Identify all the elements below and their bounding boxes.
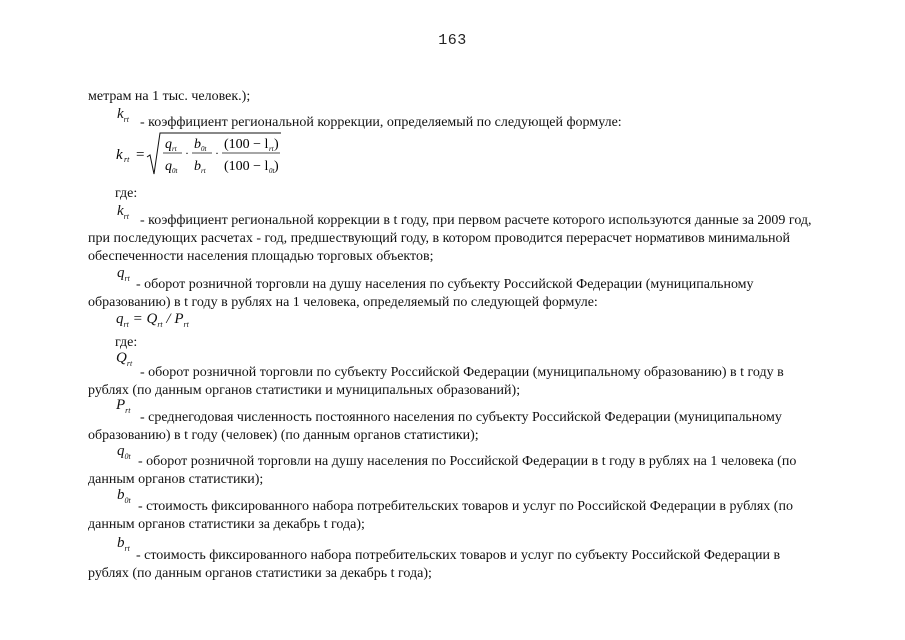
k-explanation-line-2: при последующих расчетах - год, предшествующий году, в котором проводится перерасчет нормативов минимальной — [88, 231, 791, 246]
frac3-den-sub: 0t — [269, 167, 275, 175]
b0-definition-line-1: - стоимость фиксированного набора потребительских товаров и услуг по Российской Федерации в рублях (по — [138, 499, 793, 514]
formula-svg — [116, 130, 296, 180]
symbol-b0: $b_{0t}$ — [117, 487, 131, 505]
symbol-q: $q_{rt}$ — [117, 265, 130, 283]
frac3-den: (100 − l — [224, 159, 269, 174]
formula-kr — [116, 130, 296, 180]
text-line: метрам на 1 тыс. человек.); — [88, 89, 251, 104]
q0-definition-line-1: - оборот розничной торговли на душу населения по Российской Федерации в t году в рублях на 1 человека (по — [138, 454, 797, 469]
symbol-Q: $Q_{rt}$ — [116, 350, 133, 368]
k-definition: - коэффициент региональной коррекции, определяемый по следующей формуле: — [140, 115, 622, 130]
frac1-num: q — [165, 137, 172, 152]
P-definition-line-2: образованию) в t году (человек) (по данным органов статистики); — [88, 428, 479, 443]
frac2-den-sub: rt — [201, 167, 206, 175]
q0-definition-line-2: данным органов статистики); — [88, 472, 264, 487]
frac1-den: q — [165, 159, 172, 174]
formula-lhs-sub: rt — [124, 155, 130, 164]
page-number: 163 — [438, 32, 467, 49]
b0-definition-line-2: данным органов статистики за декабрь t года); — [88, 517, 365, 532]
dot-1: · — [185, 146, 189, 160]
frac3-num-end: ) — [274, 137, 279, 152]
where-label-2: где: — [115, 335, 138, 350]
frac3-den-end: ) — [274, 159, 279, 174]
where-label-1: где: — [115, 186, 138, 201]
frac1-num-sub: rt — [172, 145, 177, 153]
frac3-num-sub: rt — [269, 145, 274, 153]
k-explanation-line-3: обеспеченности населения площадью торговых объектов; — [88, 249, 434, 264]
frac1-den-sub: 0t — [172, 167, 178, 175]
symbol-k: $k_{rt}$ — [117, 106, 130, 124]
q-definition-line-1: - оборот розничной торговли на душу населения по субъекту Российской Федерации (муниципальному — [136, 277, 754, 292]
q-definition-line-2: образованию) в t году в рублях на 1 человека, определяемый по следующей формуле: — [88, 295, 598, 310]
Q-definition-line-1: - оборот розничной торговли по субъекту Российской Федерации (муниципальному образованию) в t году в — [140, 365, 784, 380]
formula-lhs: k — [116, 147, 123, 163]
frac3-num: (100 − l — [224, 137, 269, 152]
k-explanation-line-1: - коэффициент региональной коррекции в t году, при первом расчете которого используются данные за 2009 год, — [140, 213, 812, 228]
frac2-num-sub: 0t — [201, 145, 207, 153]
P-definition-line-1: - среднегодовая численность постоянного населения по субъекту Российской Федерации (муниципальному — [140, 410, 782, 425]
dot-2: · — [215, 146, 219, 160]
br-definition-line-2: рублях (по данным органов статистики за декабрь t года); — [88, 566, 432, 581]
symbol-P: $P_{rt}$ — [116, 397, 131, 415]
br-definition-line-1: - стоимость фиксированного набора потребительских товаров и услуг по субъекту Российской Федерации в — [136, 548, 781, 563]
symbol-q0: $q_{0t}$ — [117, 443, 131, 461]
formula-eq: = — [136, 147, 145, 163]
Q-definition-line-2: рублях (по данным органов статистики и муниципальных образований); — [88, 383, 521, 398]
formula-q: $q_{rt} = Q_{rt} / P_{rt}$ — [116, 311, 189, 329]
symbol-k-2: $k_{rt}$ — [117, 203, 130, 221]
symbol-br: $b_{rt}$ — [117, 535, 130, 553]
frac2-num: b — [194, 137, 201, 152]
frac2-den: b — [194, 159, 201, 174]
